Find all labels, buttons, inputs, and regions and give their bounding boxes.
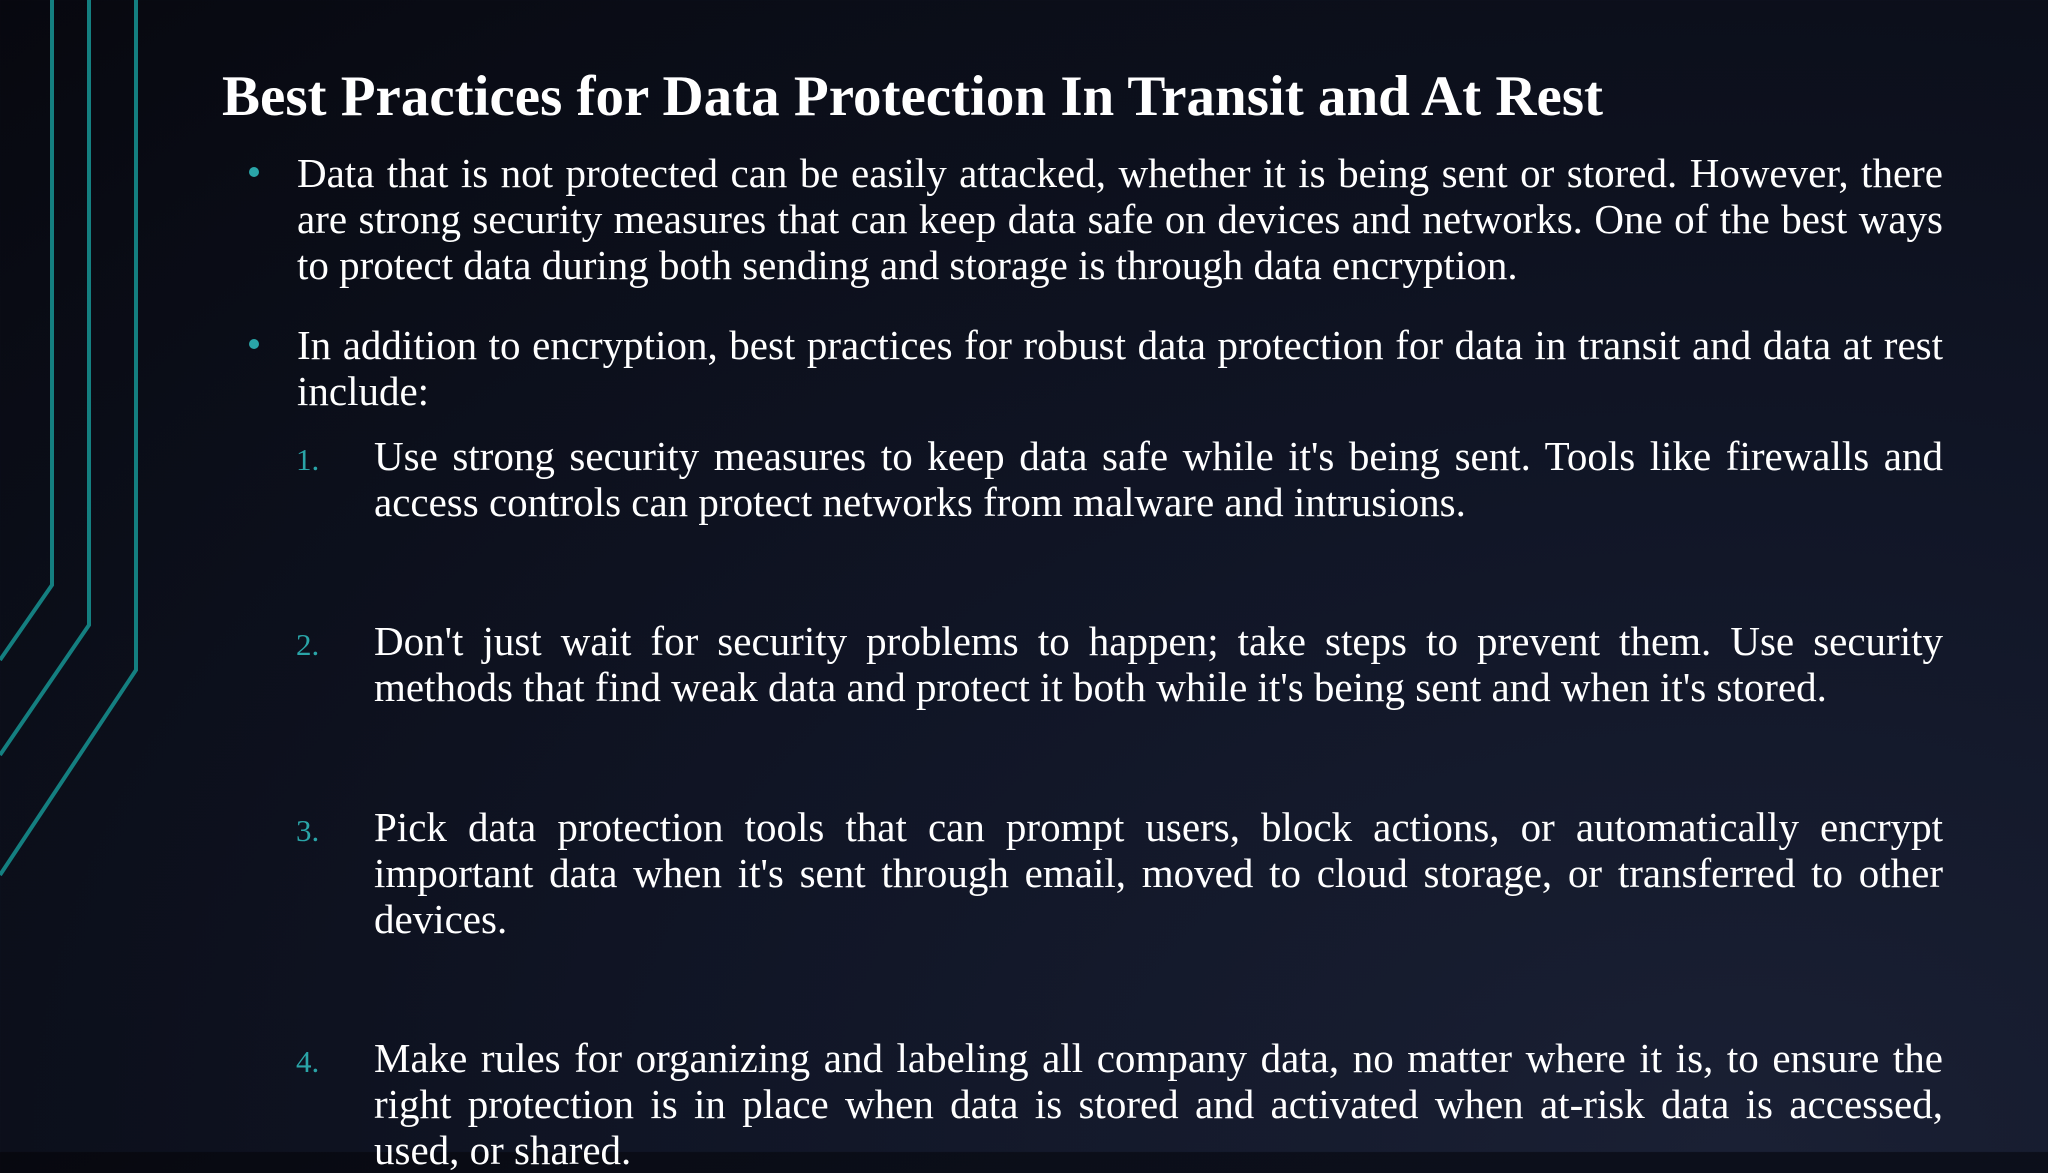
item-text: Use strong security measures to keep data safe while it's being sent. Tools like firewalls and access controls can protect networks from malware and intrusions. xyxy=(374,433,1943,525)
item-text: Don't just wait for security problems to happen; take steps to prevent them. Use security methods that find weak data and protect it both while it's being sent and when it's stored. xyxy=(374,618,1943,710)
bullet-marker xyxy=(249,167,259,177)
item-number: 1. xyxy=(296,442,320,477)
bullet-marker xyxy=(249,339,259,349)
item-number: 4. xyxy=(296,1044,320,1079)
bullet-text: Data that is not protected can be easily attacked, whether it is being sent or stored. However, there are strong security measures that can keep data safe on devices and networks. One of the best ways to protect data during both sending and storage is through data encryption. xyxy=(297,150,1943,288)
item-number: 3. xyxy=(296,813,320,848)
item-text: Pick data protection tools that can prompt users, block actions, or automatically encrypt important data when it's sent through email, moved to cloud storage, or transferred to other devices. xyxy=(374,804,1943,942)
item-number: 2. xyxy=(296,627,320,662)
bullet-text: In addition to encryption, best practices for robust data protection for data in transit and data at rest include: xyxy=(297,322,1943,414)
item-text: Make rules for organizing and labeling all company data, no matter where it is, to ensure the right protection is in place when data is stored and activated when at-risk data is accessed, used, or shared. xyxy=(374,1035,1943,1173)
slide-title: Best Practices for Data Protection In Transit and At Rest xyxy=(222,65,1603,128)
